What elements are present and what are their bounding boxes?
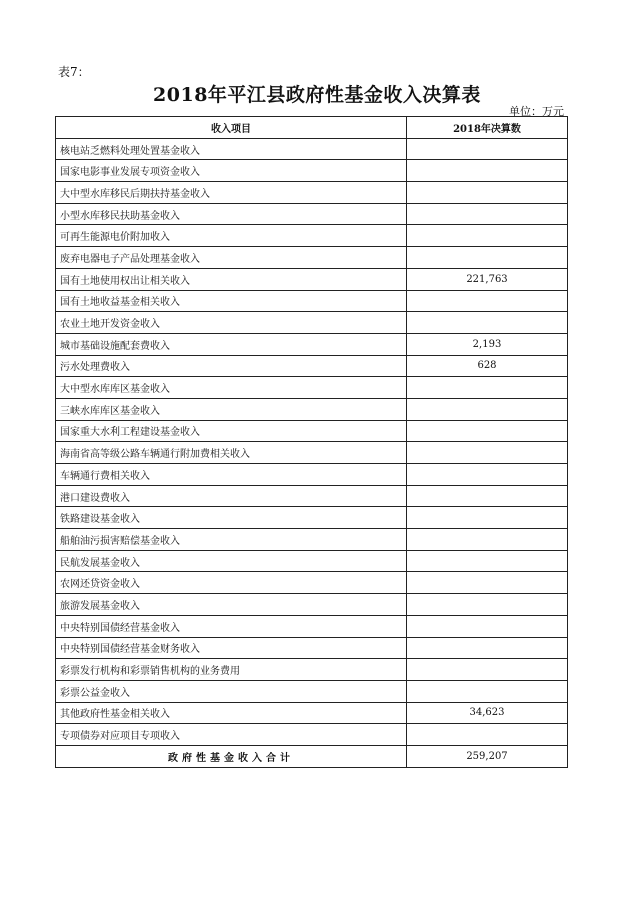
table-row: [56, 637, 568, 659]
table-row: [56, 702, 568, 724]
row-amount: [407, 724, 568, 746]
document-title: 2018年平江县政府性基金收入决算表: [153, 84, 481, 106]
row-item: 小型水库移民扶助基金收入: [56, 203, 407, 225]
table-row: [56, 680, 568, 702]
table-row: [56, 247, 568, 269]
row-item: 车辆通行费相关收入: [56, 464, 407, 486]
row-amount: [407, 464, 568, 486]
row-amount: [407, 398, 568, 420]
row-item: 农网还贷资金收入: [56, 572, 407, 594]
row-item: 国有土地收益基金相关收入: [56, 290, 407, 312]
row-item: 中央特别国债经营基金财务收入: [56, 637, 407, 659]
row-item: 可再生能源电价附加收入: [56, 225, 407, 247]
row-item: 其他政府性基金相关收入: [56, 702, 407, 724]
row-amount: [407, 420, 568, 442]
row-item: 专项债券对应项目专项收入: [56, 724, 407, 746]
table-row: [56, 529, 568, 551]
table-row: [56, 333, 568, 355]
table-row: [56, 160, 568, 182]
row-amount: [407, 659, 568, 681]
row-item: 污水处理费收入: [56, 355, 407, 377]
row-amount: 221,763: [407, 268, 568, 290]
column-header-item: 收入项目: [56, 117, 407, 139]
table-row: [56, 203, 568, 225]
row-amount: 628: [407, 355, 568, 377]
row-amount: [407, 182, 568, 204]
table-row: [56, 290, 568, 312]
row-amount: 34,623: [407, 702, 568, 724]
row-item: 铁路建设基金收入: [56, 507, 407, 529]
row-item: 大中型水库移民后期扶持基金收入: [56, 182, 407, 204]
table-row: [56, 724, 568, 746]
column-header-amount: 2018年决算数: [407, 117, 568, 139]
row-amount: 2,193: [407, 333, 568, 355]
row-amount: [407, 160, 568, 182]
row-amount: [407, 377, 568, 399]
table-row: [56, 594, 568, 616]
row-amount: [407, 615, 568, 637]
table-row: [56, 398, 568, 420]
row-item: 民航发展基金收入: [56, 550, 407, 572]
row-amount: [407, 507, 568, 529]
table-row: [56, 312, 568, 334]
table-row: [56, 442, 568, 464]
unit-label: 单位：万元: [509, 105, 564, 118]
row-amount: [407, 637, 568, 659]
row-item: 废弃电器电子产品处理基金收入: [56, 247, 407, 269]
table-row: [56, 659, 568, 681]
row-amount: [407, 680, 568, 702]
row-item: 港口建设费收入: [56, 485, 407, 507]
row-amount: [407, 572, 568, 594]
row-amount: [407, 290, 568, 312]
total-label: 政府性基金收入合计: [56, 745, 407, 767]
table-row: [56, 615, 568, 637]
row-item: 国家重大水利工程建设基金收入: [56, 420, 407, 442]
table-header-row: [56, 117, 568, 139]
row-amount: [407, 594, 568, 616]
table-row: [56, 268, 568, 290]
table-number: 表7：: [58, 65, 90, 79]
row-item: 大中型水库库区基金收入: [56, 377, 407, 399]
table-body: [56, 138, 568, 745]
row-amount: [407, 485, 568, 507]
table-row: [56, 355, 568, 377]
table-row: [56, 464, 568, 486]
table-row: [56, 225, 568, 247]
row-item: 旅游发展基金收入: [56, 594, 407, 616]
row-item: 城市基础设施配套费收入: [56, 333, 407, 355]
row-amount: [407, 442, 568, 464]
row-item: 国家电影事业发展专项资金收入: [56, 160, 407, 182]
row-amount: [407, 247, 568, 269]
table-row: [56, 420, 568, 442]
row-item: 船舶油污损害赔偿基金收入: [56, 529, 407, 551]
row-item: 彩票公益金收入: [56, 680, 407, 702]
table-row: [56, 138, 568, 160]
row-item: 农业土地开发资金收入: [56, 312, 407, 334]
row-amount: [407, 312, 568, 334]
row-amount: [407, 550, 568, 572]
revenue-table: [55, 116, 568, 768]
table-row: [56, 182, 568, 204]
row-item: 海南省高等级公路车辆通行附加费相关收入: [56, 442, 407, 464]
row-item: 彩票发行机构和彩票销售机构的业务费用: [56, 659, 407, 681]
table-row: [56, 377, 568, 399]
row-amount: [407, 225, 568, 247]
total-amount: 259,207: [407, 745, 568, 767]
row-item: 核电站乏燃料处理处置基金收入: [56, 138, 407, 160]
row-item: 三峡水库库区基金收入: [56, 398, 407, 420]
row-amount: [407, 529, 568, 551]
total-row: [56, 745, 568, 767]
row-amount: [407, 138, 568, 160]
row-item: 中央特别国债经营基金收入: [56, 615, 407, 637]
table-row: [56, 550, 568, 572]
row-amount: [407, 203, 568, 225]
table-row: [56, 507, 568, 529]
table-row: [56, 572, 568, 594]
table-row: [56, 485, 568, 507]
row-item: 国有土地使用权出让相关收入: [56, 268, 407, 290]
